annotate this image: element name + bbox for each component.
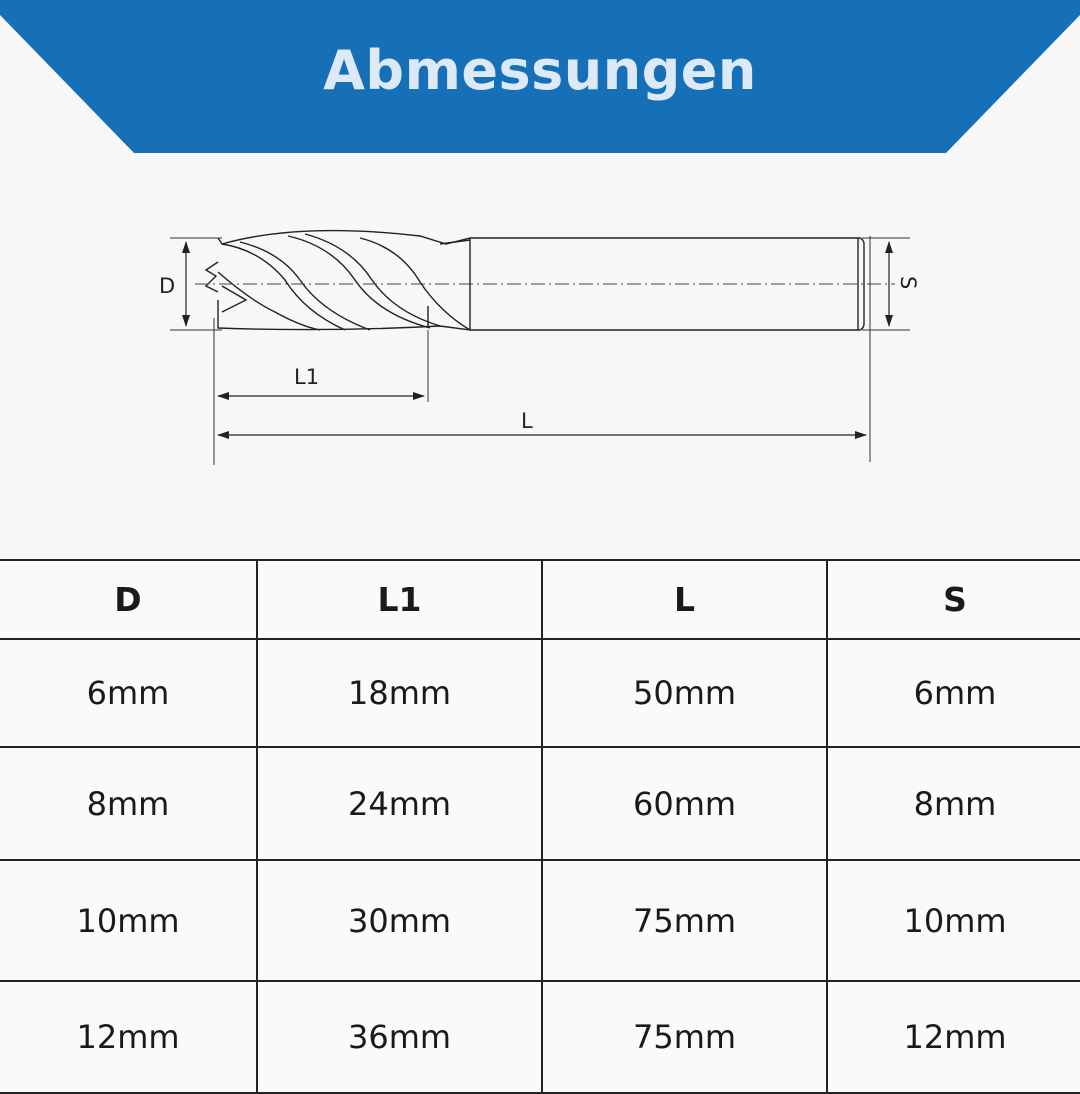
helix-line <box>240 242 370 330</box>
dimensions-table <box>0 559 1080 1094</box>
cell-d: 6mm <box>0 639 257 747</box>
flute-outline <box>218 231 470 330</box>
table-header-row <box>0 560 1080 639</box>
cell-l: 75mm <box>542 981 827 1093</box>
cell-d: 10mm <box>0 860 257 981</box>
end-mill-drawing <box>0 200 1080 490</box>
cell-l1: 30mm <box>257 860 542 981</box>
cell-s: 10mm <box>827 860 1080 981</box>
cell-d: 8mm <box>0 747 257 860</box>
column-header-d: D <box>0 560 257 639</box>
tip-detail <box>206 262 218 292</box>
helix-line <box>218 272 320 330</box>
table-row <box>0 639 1080 747</box>
cell-l1: 24mm <box>257 747 542 860</box>
column-header-l1: L1 <box>257 560 542 639</box>
cell-l1: 36mm <box>257 981 542 1093</box>
cell-d: 12mm <box>0 981 257 1093</box>
dim-label-d: D <box>159 274 176 298</box>
dim-label-s: S <box>896 276 920 290</box>
helix-line <box>305 234 440 326</box>
cell-l: 75mm <box>542 860 827 981</box>
table-row <box>0 747 1080 860</box>
column-header-l: L <box>542 560 827 639</box>
table-row <box>0 860 1080 981</box>
cell-s: 12mm <box>827 981 1080 1093</box>
table-row <box>0 981 1080 1093</box>
cell-l1: 18mm <box>257 639 542 747</box>
helix-line <box>288 236 430 328</box>
page-title: Abmessungen <box>323 39 757 102</box>
tip-detail <box>440 240 470 244</box>
dim-label-l1: L1 <box>294 365 320 389</box>
cell-s: 8mm <box>827 747 1080 860</box>
cell-s: 6mm <box>827 639 1080 747</box>
dim-label-l: L <box>521 409 533 433</box>
column-header-s: S <box>827 560 1080 639</box>
cell-l: 50mm <box>542 639 827 747</box>
tip-detail <box>222 286 246 312</box>
cell-l: 60mm <box>542 747 827 860</box>
